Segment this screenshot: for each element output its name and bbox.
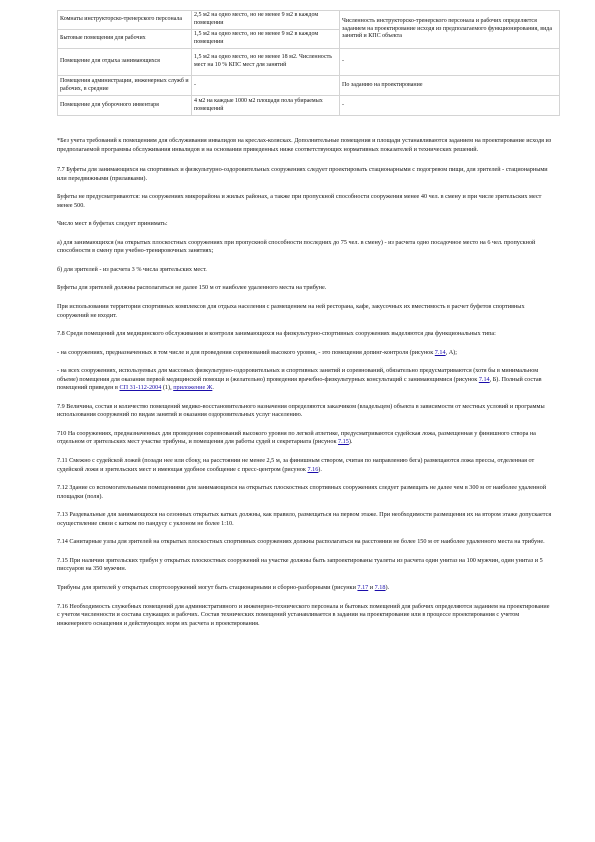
figure-link[interactable]: 7.14 xyxy=(478,375,490,383)
text: ). xyxy=(348,438,353,446)
figure-link[interactable]: 7.14 xyxy=(434,348,446,356)
paragraph xyxy=(57,367,553,393)
table-row xyxy=(58,49,560,76)
paragraph-7-10 xyxy=(57,430,553,447)
paragraph-7-15: 7.15 При наличии зрительских трибун у открытых плоскостных сооружений на участке должны быть запроектированы туалеты из расчета один унитаз на 100 мужчин, один унитаз и 5 писсуаров на 350 мужчин. xyxy=(57,556,543,573)
table-cell: 2,5 м2 на одно место, но не менее 9 м2 в каждом помещении xyxy=(192,11,340,30)
text: ). xyxy=(385,583,390,591)
table-cell: 4 м2 на каждые 1000 м2 площади пола убираемых помещений xyxy=(192,96,340,116)
table-cell: 1,5 м2 на одно место, но не менее 9 м2 в каждом помещении xyxy=(192,30,340,49)
standard-link[interactable]: СП 31-112-2004 xyxy=(119,384,162,392)
table-row xyxy=(58,11,560,30)
table-cell: - xyxy=(340,49,560,76)
figure-link[interactable]: 7.15 xyxy=(338,438,349,446)
paragraph-7-11 xyxy=(57,457,553,474)
table-cell: Комнаты инструкторско-тренерского персонала xyxy=(58,11,192,30)
paragraph-7-14: 7.14 Санитарные узлы для зрителей на открытых плоскостных спортивных сооружениях должны располагаться на расстоянии не более 150 м от наиболее удаленного места на трибуне. xyxy=(57,538,545,546)
text: (1), xyxy=(161,384,174,392)
paragraph: При использовании территории спортивных комплексов для отдыха населения с размещением на ней ресторана, кафе, закусочных их вместимость в расчет буфетов спортивных сооружений не входит. xyxy=(57,303,525,319)
table-cell: 1,5 м2 на одно место, но не менее 18 м2. Численность мест на 10 % КПС мест для занятий xyxy=(192,49,340,76)
table-row xyxy=(58,96,560,116)
table-cell: По заданию на проектирование xyxy=(340,76,560,96)
text: . xyxy=(212,384,214,392)
table-cell: - xyxy=(340,96,560,116)
figure-link[interactable]: 7.17 xyxy=(357,583,369,591)
table-cell: - xyxy=(192,76,340,96)
table-row xyxy=(58,76,560,96)
appendix-link[interactable]: приложение Ж xyxy=(173,384,213,392)
figure-link[interactable]: 7.18 xyxy=(374,583,386,591)
table-cell: Численность инструкторско-тренерского персонала и рабочих определяется заданием на проектирование исходя из предполагаемого функционирования, вида занятий и КПС объекта xyxy=(340,11,560,49)
paragraph: Буфеты для зрителей должны располагаться не далее 150 м от наиболее удаленного места на трибуне. xyxy=(57,284,327,292)
document-body xyxy=(57,137,553,638)
table-cell: Помещения администрации, инженерных служб и рабочих, в средние xyxy=(58,76,192,96)
paragraph xyxy=(57,584,553,593)
paragraph xyxy=(57,349,553,358)
text: 710 На сооружениях, предназначенных для проведения соревнований высокого уровня по легкой атлетике, предусматриваются судейская ложа, размещенная у финишного створа на отдельном от зрительских мест участке трибуны, и помещения для работы судей и секретариата (рисунок xyxy=(57,429,536,446)
paragraph-7-8: 7.8 Среди помещений для медицинского обслуживания и контроля занимающихся на физкультурно-спортивных сооружениях выделяются два функциональных типа: xyxy=(57,330,496,338)
figure-link[interactable]: 7.16 xyxy=(307,465,319,473)
paragraph-7-16: 7.16 Необходимость служебных помещений для административного и инженерно-технического персонала и бытовых помещений для рабочих определяются заданием на проектирование с учетом численности и состава служащих и рабочих. Состав технических помещений устанавливается в задании на проектирование или в процессе проектирования с учетом инженерного оснащения и действующих норм их расчета и проектирования. xyxy=(57,602,550,627)
text: ). xyxy=(318,465,322,473)
text: - на всех сооружениях, используемых для массовых физкультурно-оздоровительных и спортивных занятий и соревнований, обязательно предусматриваются (хотя бы в минимальном объеме) помещения для оказания первой медицинской помощи и (желательно) проведения врачебно-физкультурных консультаций с занимающимися (рисунок xyxy=(57,367,539,383)
paragraph-7-12: 7.12 Здание со вспомогательными помещениями для занимающихся на открытых плоскостных спортивных сооружениях следует размещать не далее чем в 300 м от наиболее удаленной площадки (поля). xyxy=(57,484,547,500)
text: 7.11 Смежно с судейской ложей (позади нее или сбоку, на расстоянии не менее 2,5 м, за финишным створом, считая по направлению бега) размещаются ложа прессы, отделенная от судейской ложи и зрительских мест и имеющая удобное сообщение с пресс-центром (рисунок xyxy=(57,457,535,473)
text: , Б). Полный состав помещений приведен в xyxy=(57,375,542,392)
text: Трибуны для зрителей у открытых спортсооружений могут быть стационарными и сборно-разборными (рисунки xyxy=(57,583,358,591)
paragraph: Число мест в буфетах следует принимать: xyxy=(57,220,168,228)
text: - на сооружениях, предназначенных в том числе и для проведения соревнований высокого уровня, - это помещения допинг-контроля (рисунок xyxy=(57,348,435,356)
text: , А); xyxy=(445,348,457,356)
paragraph: Буфеты не предусматриваются: на сооружениях микрорайона и жилых районах, а также при пропускной способности сооружения менее 40 чел. в смену и при числе зрительских мест менее 500. xyxy=(57,193,542,209)
table-cell: Помещение для уборочного инвентаря xyxy=(58,96,192,116)
paragraph: а) для занимающихся (на открытых плоскостных сооружениях при пропускной способности последних до 75 чел. в смену) - из расчета одно посадочное место на 6 чел. пропускной способности в смену при учебно-тренировочных занятиях; xyxy=(57,238,536,255)
paragraph-7-13: 7.13 Раздевальные для занимающихся на сезонных открытых катках должны, как правило, размещаться на первом этаже. При необходимости размещения их на втором этаже допускается осуществление связи с катком по пандусу с уклоном не более 1:10. xyxy=(57,511,552,527)
paragraph: б) для зрителей - из расчета 3 % числа зрительских мест. xyxy=(57,265,207,273)
table-cell: Помещение для отдыха занимающихся xyxy=(58,49,192,76)
requirements-table xyxy=(57,10,560,116)
table-footnote: *Без учета требований к помещениям для обслуживания инвалидов на креслах-колясках. Дополнительные помещения и площади устанавливаются заданием на проектирование исходя из предполагаемой программы обслуживания инвалидов и на основании приведенных ниже соответствующих нормативных показателей и технических решений. xyxy=(57,137,552,153)
table-cell: Бытовые помещения для рабочих xyxy=(58,30,192,49)
paragraph-7-9: 7.9 Величина, состав и количество помещений медико-восстановительного назначения определяются заказчиком (владельцем) объекта в зависимости от местных условий и программы использования сооружений по видам занятий и оказания оздоровительных услуг населению. xyxy=(57,402,545,419)
paragraph-7-7: 7.7 Буфеты для занимающихся на спортивных и физкультурно-оздоровительных сооружениях следует проектировать стационарными с подогревом пищи, для зрителей - стационарными или передвижными (прилавками). xyxy=(57,166,548,182)
text: и xyxy=(368,583,375,591)
